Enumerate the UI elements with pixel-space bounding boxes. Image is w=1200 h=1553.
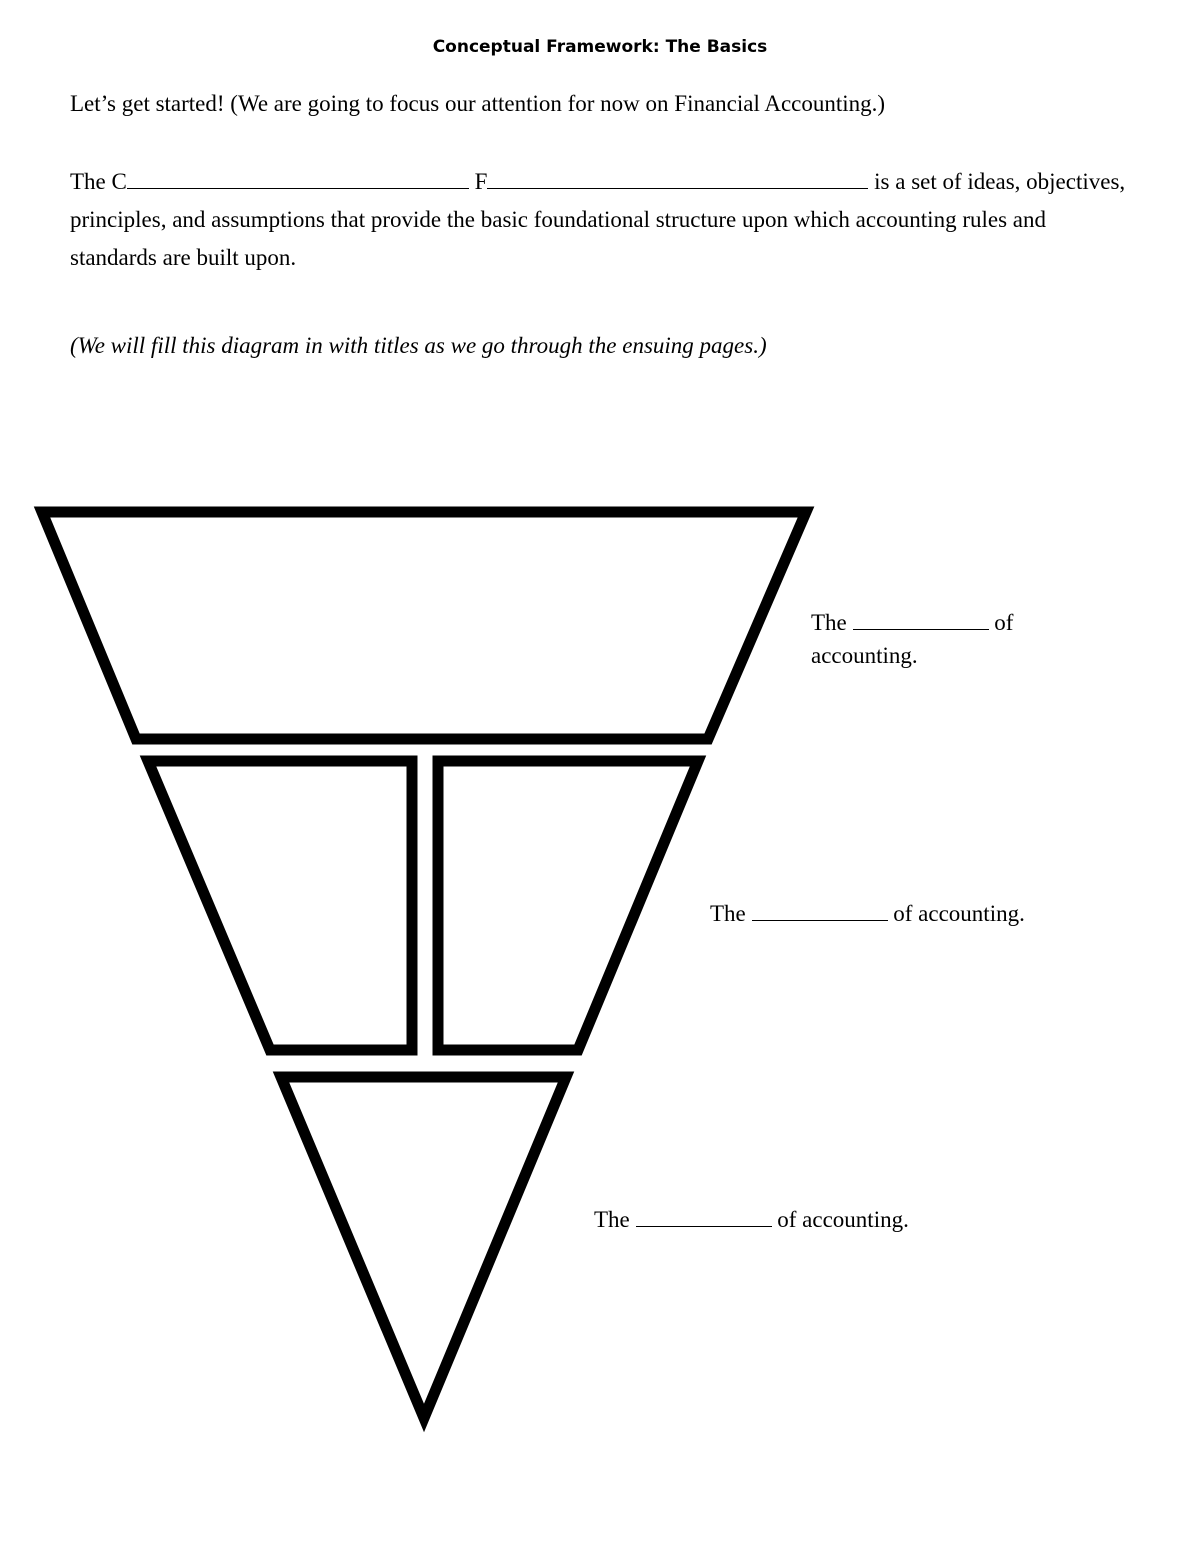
middle-tier-blank[interactable]	[752, 900, 888, 921]
definition-prefix: The C	[70, 169, 127, 194]
definition-suffix: is a set of ideas, objectives, principles, and assumptions that provide the basic foundational structure upon which accounting rules and standards are built upon.	[70, 169, 1126, 270]
top-tier-blank[interactable]	[853, 609, 989, 630]
diagram-note: (We will fill this diagram in with titles as we go through the ensuing pages.)	[70, 333, 767, 358]
definition-middle: F	[474, 169, 488, 194]
middle-tier-label: The of accounting.	[710, 901, 1025, 926]
top-trapezoid-box	[42, 512, 806, 739]
top-tier-label: The of accounting.	[811, 610, 1014, 668]
middle-right-box	[438, 761, 698, 1050]
bottom-triangle-box	[281, 1077, 566, 1418]
bottom-tier-blank[interactable]	[636, 1206, 772, 1227]
middle-left-box	[148, 761, 412, 1050]
bottom-tier-label: The of accounting.	[594, 1207, 909, 1232]
intro-text: Let’s get started! (We are going to focus our attention for now on Financial Accounting.)	[70, 91, 886, 116]
page-title: Conceptual Framework: The Basics	[432, 37, 768, 57]
